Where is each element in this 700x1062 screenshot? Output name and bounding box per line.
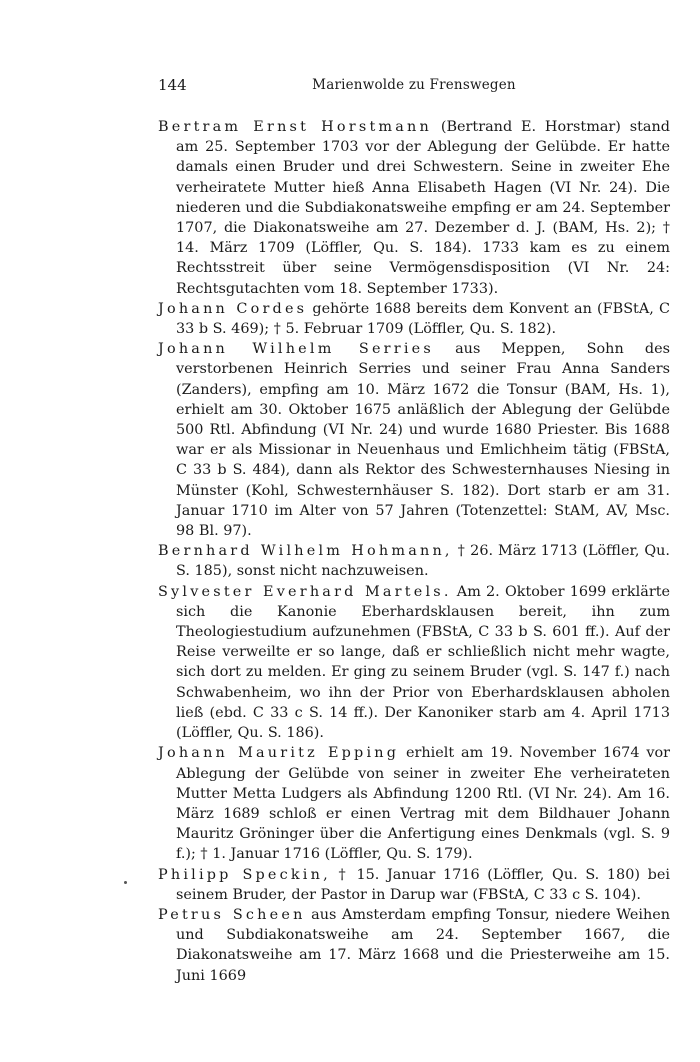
running-head	[158, 76, 670, 96]
entry-name: Petrus Scheen	[158, 906, 306, 923]
entry-serries	[158, 339, 670, 541]
entry-martels	[158, 582, 670, 744]
entry-horstmann	[158, 117, 670, 299]
entry-name: Johann Wilhelm Serries	[158, 341, 434, 358]
entry-name: Bertram Ernst Horstmann	[158, 119, 432, 135]
entry-epping	[158, 743, 670, 864]
entry-name: Johann Cordes	[158, 300, 308, 317]
running-title: Marienwolde zu Frenswegen	[312, 77, 516, 93]
entry-text: (Bertrand E. Horstmar) stand am 25. September 1703 vor der Ablegung der Gelübde. Er hatte damals einen Bruder und drei Schwestern. Seine in zweiter Ehe verheiratete Mutter hieß Anna Elisabeth Hagen (VI Nr. 24). Die niederen und die Subdiakonatsweihe empfing er am 24. September 1707, die Diakonatsweihe am 27. Dezember d. J. (BAM, Hs. 2); † 14. März 1709 (Löffler, Qu. S. 184). 1733 kam es zu einem Rechtsstreit über seine Vermögensdisposition (VI Nr. 24: Rechtsgutachten vom 18. September 1733).	[176, 119, 670, 297]
entry-text: † 26. März 1713 (Löffler, Qu. S. 185), sonst nicht nachzuweisen.	[176, 543, 670, 580]
entry-text: erhielt am 19. November 1674 vor Ablegung der Gelübde von seiner in zweiter Ehe verheirateten Mutter Metta Ludgers als Abfindung 1200 Rtl. (VI Nr. 24). Am 16. März 1689 schloß er einen Vertrag mit dem Bildhauer Johann Mauritz Gröninger über die Anfertigung eines Denkmals (vgl. S. 9 f.); † 1. Januar 1716 (Löffler, Qu. S. 179).	[176, 745, 671, 863]
entry-cordes	[158, 299, 670, 339]
body-text	[158, 117, 670, 986]
entry-name: Sylvester Everhard Martels.	[158, 583, 452, 600]
entry-name: Johann Mauritz Epping	[158, 745, 400, 762]
entry-speckin	[158, 865, 670, 905]
entry-name: Bernhard Wilhelm Hohmann,	[158, 543, 453, 560]
entry-text: aus Amsterdam empfing Tonsur, niedere Weihen und Subdiakonatsweihe am 24. September 1667, die Diakonatsweihe am 17. März 1668 und die Priesterweihe am 15. Juni 1669	[176, 906, 670, 984]
margin-dot	[124, 881, 127, 884]
entry-text: gehörte 1688 bereits dem Konvent an (FBStA, C 33 b S. 469); † 5. Februar 1709 (Löffler, Qu. S. 182).	[176, 300, 670, 338]
entry-text: † 15. Januar 1716 (Löffler, Qu. S. 180) bei seinem Bruder, der Pastor in Darup war (FBStA, C 33 c S. 104).	[176, 866, 670, 903]
entry-hohmann	[158, 541, 670, 581]
entry-text: Am 2. Oktober 1699 erklärte sich die Kanonie Eberhardsklausen bereit, ihn zum Theologiestudium aufzunehmen (FBStA, C 33 b S. 601 ff.). Auf der Reise verweilte er so lange, daß er schließlich nicht mehr wagte, sich dort zu melden. Er ging zu seinem Bruder (vgl. S. 147 f.) nach Schwabenheim, wo ihn der Prior von Eberhardsklausen abholen ließ (ebd. C 33 c S. 14 ff.). Der Kanoniker starb am 4. April 1713 (Löffler, Qu. S. 186).	[176, 583, 671, 742]
entry-text: aus Meppen, Sohn des verstorbenen Heinrich Serries und seiner Frau Anna Sanders (Zanders), empfing am 10. März 1672 die Tonsur (BAM, Hs. 1), erhielt am 30. Oktober 1675 anläßlich der Ablegung der Gelübde 500 Rtl. Abfindung (VI Nr. 24) und wurde 1680 Priester. Bis 1688 war er als Missionar in Neuenhaus und Emlichheim tätig (FBStA, C 33 b S. 484), dann als Rektor des Schwesternhauses Niesing in Münster (Kohl, Schwesternhäuser S. 182). Dort starb er am 31. Januar 1710 im Alter von 57 Jahren (Totenzettel: StAM, AV, Msc. 98 Bl. 97).	[176, 341, 670, 540]
entry-name: Philipp Speckin,	[158, 866, 331, 883]
entry-scheen	[158, 905, 670, 986]
page-number: 144	[158, 76, 187, 94]
